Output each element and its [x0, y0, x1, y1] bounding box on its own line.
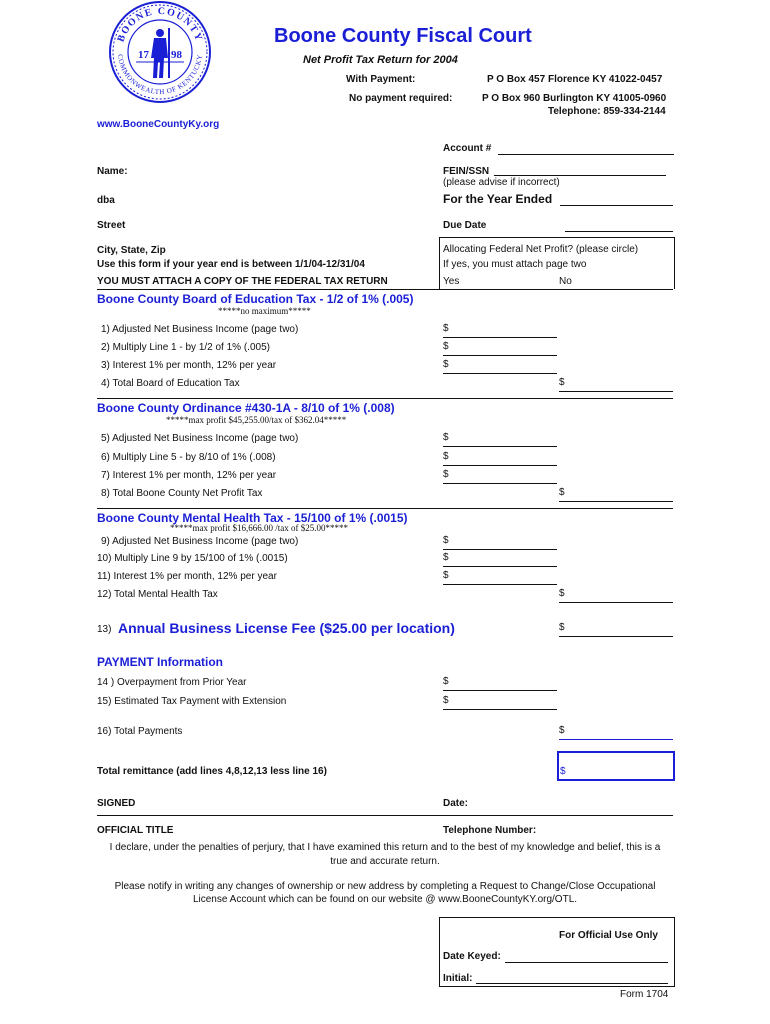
payment-line-15-field[interactable] [443, 695, 557, 710]
city-label: City, State, Zip [97, 245, 166, 256]
payment-line-15-label: 15) Estimated Tax Payment with Extension [97, 696, 287, 707]
seal-top-text: BOONE COUNTY [115, 5, 205, 44]
mental-line-11-field[interactable] [443, 570, 557, 585]
section-divider [97, 508, 673, 509]
account-field[interactable] [498, 154, 674, 155]
payment-total-label: 16) Total Payments [97, 726, 183, 737]
allocating-no[interactable]: No [559, 276, 572, 287]
remittance-field[interactable] [557, 751, 675, 781]
dollar-sign: $ [443, 432, 449, 443]
payment-line-14-field[interactable] [443, 676, 557, 691]
board-total-field[interactable] [559, 377, 673, 392]
fein-label: FEIN/SSN [443, 166, 490, 177]
page-title: Boone County Fiscal Court [274, 25, 532, 47]
due-date-label: Due Date [443, 220, 487, 231]
signature-line[interactable] [97, 815, 673, 816]
mental-line-9-label: 9) Adjusted Net Business Income (page two) [101, 536, 299, 547]
date-keyed-field[interactable] [505, 962, 668, 963]
license-fee-label: Annual Business License Fee ($25.00 per location) [118, 620, 455, 636]
no-payment-address: P O Box 960 Burlington KY 41005-0960 [482, 93, 667, 104]
section-divider [97, 398, 673, 399]
dollar-sign: $ [443, 552, 449, 563]
ordinance-line-6-label: 6) Multiply Line 5 - by 8/10 of 1% (.008) [101, 452, 276, 463]
license-number: 13) [97, 624, 112, 635]
dollar-sign: $ [559, 487, 565, 498]
website-link[interactable]: www.BooneCountyKy.org [97, 119, 220, 130]
dollar-sign: $ [443, 359, 449, 370]
date-keyed-label: Date Keyed: [443, 951, 501, 962]
dba-label: dba [97, 195, 115, 206]
account-label: Account # [443, 143, 492, 154]
ordinance-line-6-field[interactable] [443, 451, 557, 466]
use-form-note: Use this form if your year end is between 1/1/04-12/31/04 [97, 259, 365, 270]
payment-heading: PAYMENT Information [97, 655, 224, 669]
dollar-sign: $ [443, 570, 449, 581]
dollar-sign: $ [443, 695, 449, 706]
notify-line-1: Please notify in writing any changes of ownership or new address by completing a Request to Change/Close Occupational [114, 881, 656, 892]
official-title-label: OFFICIAL TITLE [97, 825, 174, 836]
with-payment-address: P O Box 457 Florence KY 41022-0457 [487, 74, 663, 85]
ordinance-total-field[interactable] [559, 487, 673, 502]
dollar-sign: $ [559, 588, 565, 599]
section-divider [97, 289, 673, 290]
dollar-sign: $ [560, 766, 566, 777]
seal-bottom-text: COMMONWEALTH OF KENTUCKY [116, 53, 205, 97]
allocating-question: Allocating Federal Net Profit? (please circle) [443, 244, 639, 255]
page-subtitle: Net Profit Tax Return for 2004 [303, 54, 458, 66]
declaration-line-2: true and accurate return. [330, 856, 440, 867]
ordinance-note: *****max profit $45,255.00/tax of $362.04***** [166, 415, 347, 425]
board-line-2-label: 2) Multiply Line 1 - by 1/2 of 1% (.005) [101, 342, 270, 353]
mental-total-field[interactable] [559, 588, 673, 603]
dollar-sign: $ [443, 451, 449, 462]
mental-line-9-field[interactable] [443, 535, 557, 550]
no-payment-label: No payment required: [349, 93, 453, 104]
attach-return-note: YOU MUST ATTACH A COPY OF THE FEDERAL TAX RETURN [97, 276, 388, 287]
dollar-sign: $ [559, 725, 565, 736]
allocating-note: If yes, you must attach page two [443, 259, 587, 270]
mental-heading: Boone County Mental Health Tax - 15/100 of 1% (.0015) [97, 511, 408, 525]
ordinance-heading: Boone County Ordinance #430-1A - 8/10 of 1% (.008) [97, 401, 395, 415]
due-date-field[interactable] [565, 231, 673, 232]
ordinance-line-5-field[interactable] [443, 432, 557, 447]
form-number: Form 1704 [620, 989, 669, 1000]
board-heading: Boone County Board of Education Tax - 1/2 of 1% (.005) [97, 292, 414, 306]
street-label: Street [97, 220, 126, 231]
ordinance-line-7-field[interactable] [443, 469, 557, 484]
declaration-line-1: I declare, under the penalties of perjury, that I have examined this return and to the best of my knowledge and belief, this is a [109, 842, 661, 853]
date-label: Date: [443, 798, 469, 809]
year-ended-field[interactable] [560, 205, 673, 206]
license-fee-field[interactable] [559, 622, 673, 637]
mental-line-11-label: 11) Interest 1% per month, 12% per year [97, 571, 277, 582]
board-line-1-label: 1) Adjusted Net Business Income (page two) [101, 324, 299, 335]
ordinance-line-7-label: 7) Interest 1% per month, 12% per year [101, 470, 277, 481]
fein-note: (please advise if incorrect) [443, 177, 560, 188]
board-total-label: 4) Total Board of Education Tax [101, 378, 240, 389]
fein-field[interactable] [494, 175, 666, 176]
with-payment-label: With Payment: [346, 74, 416, 85]
mental-line-10-field[interactable] [443, 552, 557, 567]
dollar-sign: $ [443, 676, 449, 687]
signed-label: SIGNED [97, 798, 136, 809]
dollar-sign: $ [443, 341, 449, 352]
mental-note: *****max profit $16,666.00 /tax of $25.00***** [170, 523, 348, 533]
seal-year-right: 98 [171, 49, 182, 61]
year-ended-label: For the Year Ended [443, 192, 553, 206]
board-line-3-label: 3) Interest 1% per month, 12% per year [101, 360, 277, 371]
ordinance-line-5-label: 5) Adjusted Net Business Income (page two) [101, 433, 299, 444]
name-label: Name: [97, 166, 128, 177]
remittance-label: Total remittance (add lines 4,8,12,13 less line 16) [97, 766, 327, 777]
initial-label: Initial: [443, 973, 473, 984]
board-note: *****no maximum***** [218, 306, 311, 316]
initial-field[interactable] [476, 983, 668, 984]
dollar-sign: $ [559, 622, 565, 633]
board-line-3-field[interactable] [443, 359, 557, 374]
seal-year-left: 17 [138, 49, 149, 61]
mental-line-10-label: 10) Multiply Line 9 by 15/100 of 1% (.0015) [97, 553, 288, 564]
dollar-sign: $ [559, 377, 565, 388]
payment-total-field[interactable] [559, 725, 673, 740]
mental-total-label: 12) Total Mental Health Tax [97, 589, 218, 600]
dollar-sign: $ [443, 535, 449, 546]
board-line-2-field[interactable] [443, 341, 557, 356]
county-seal [108, 0, 212, 104]
notify-line-2: License Account which can be found on our website @ www.BooneCountyKY.org/OTL. [192, 894, 578, 905]
official-use-heading: For Official Use Only [559, 930, 658, 941]
telephone-number: Telephone: 859-334-2144 [548, 106, 666, 117]
dollar-sign: $ [443, 323, 449, 334]
dollar-sign: $ [443, 469, 449, 480]
board-line-1-field[interactable] [443, 323, 557, 338]
payment-line-14-label: 14 ) Overpayment from Prior Year [97, 677, 247, 688]
allocating-yes[interactable]: Yes [443, 276, 460, 287]
ordinance-total-label: 8) Total Boone County Net Profit Tax [101, 488, 263, 499]
telephone-number-label: Telephone Number: [443, 825, 537, 836]
